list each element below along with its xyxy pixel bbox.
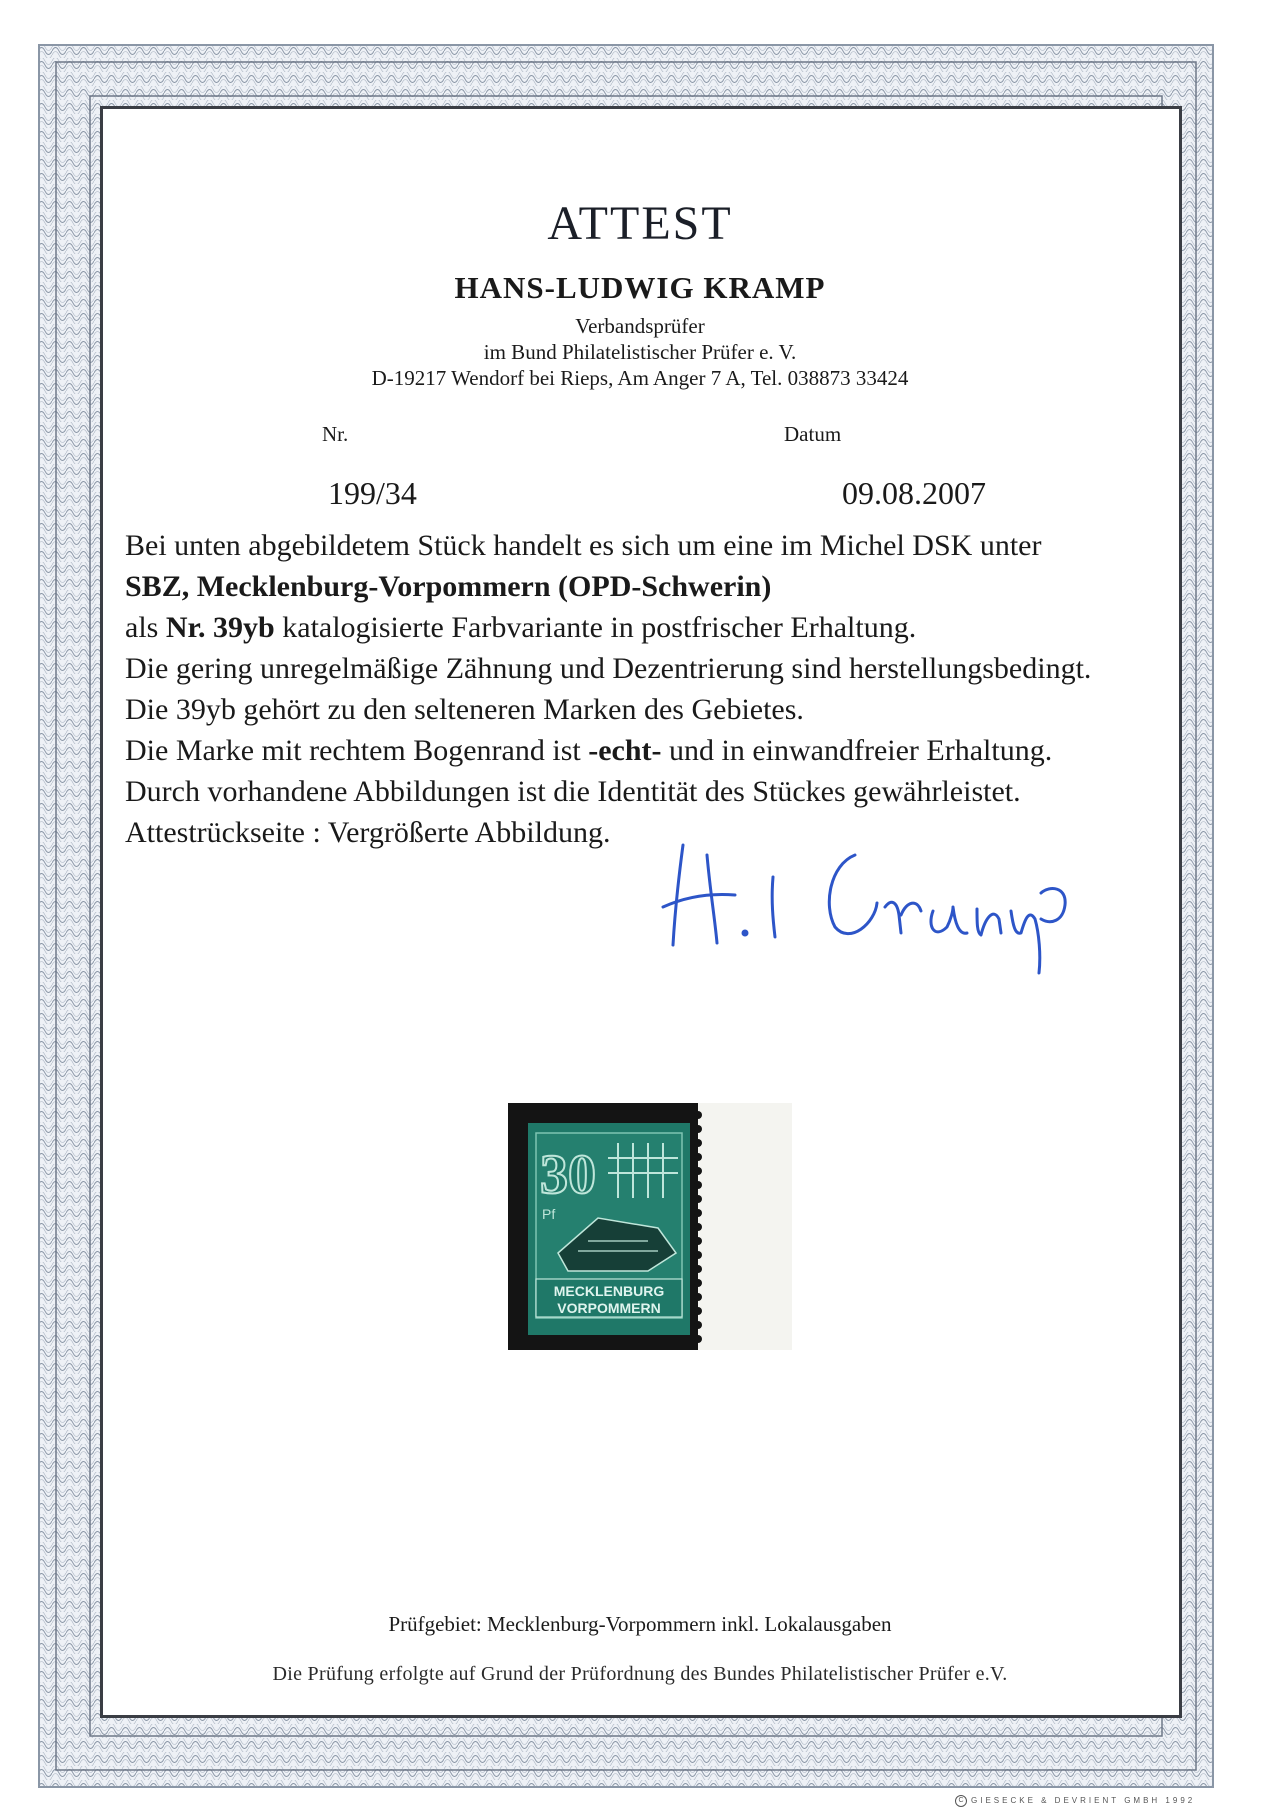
body-line: Bei unten abgebildetem Stück handelt es sich um eine im Michel DSK unter [125,529,1042,562]
printer-imprint [955,1795,1195,1807]
stamp-image [508,1103,792,1350]
body-line: Die gering unregelmäßige Zähnung und Dezentrierung sind herstellungsbedingt. [125,652,1092,685]
stamp-text-top: MECKLENBURG [553,1283,665,1299]
certificate-body [125,525,1185,853]
body-line-catalog-area: SBZ, Mecklenburg-Vorpommern (OPD-Schwerin) [125,570,772,603]
body-line [125,607,1185,648]
examiner-address: D-19217 Wendorf bei Rieps, Am Anger 7 A, Tel. 038873 33424 [371,366,909,390]
body-text: katalogisierte Farbvariante in postfrischer Erhaltung. [274,611,917,644]
certificate-title: ATTEST [547,197,733,250]
body-line [125,730,1185,771]
number-label: Nr. [322,422,349,446]
catalog-number: Nr. 39yb [165,611,275,644]
examiner-association: im Bund Philatelistischer Prüfer e. V. [483,340,797,364]
handwritten-signature [655,815,1090,975]
date-label: Datum [784,422,842,446]
body-line: Attestrückseite : Vergrößerte Abbildung. [125,816,611,849]
examiner-role: Verbandsprüfer [575,314,705,338]
copyright-icon: C [955,1795,967,1807]
stamp-currency: Pf [542,1206,556,1222]
stamp-denomination: 30 [540,1144,596,1206]
body-text: Die Marke mit rechtem Bogenrand ist [125,734,589,767]
body-line: Die 39yb gehört zu den selteneren Marken des Gebietes. [125,693,804,726]
examination-regulation: Die Prüfung erfolgte auf Grund der Prüfordnung des Bundes Philatelistischer Prüfer e.V. [272,1663,1008,1685]
examination-area: Prüfgebiet: Mecklenburg-Vorpommern inkl. Lokalausgaben [388,1612,892,1636]
body-line: Durch vorhandene Abbildungen ist die Identität des Stückes gewährleistet. [125,775,1021,808]
genuine-verdict: -echt- [588,734,662,767]
certificate-date: 09.08.2007 [842,475,986,511]
body-text: und in einwandfreier Erhaltung. [661,734,1053,767]
stamp-text-bottom: VORPOMMERN [557,1300,661,1316]
examiner-name: HANS-LUDWIG KRAMP [454,270,826,305]
body-text: als [125,611,166,644]
printer-text: GIESECKE & DEVRIENT GMBH 1992 [971,1796,1196,1806]
certificate-number: 199/34 [328,475,417,511]
